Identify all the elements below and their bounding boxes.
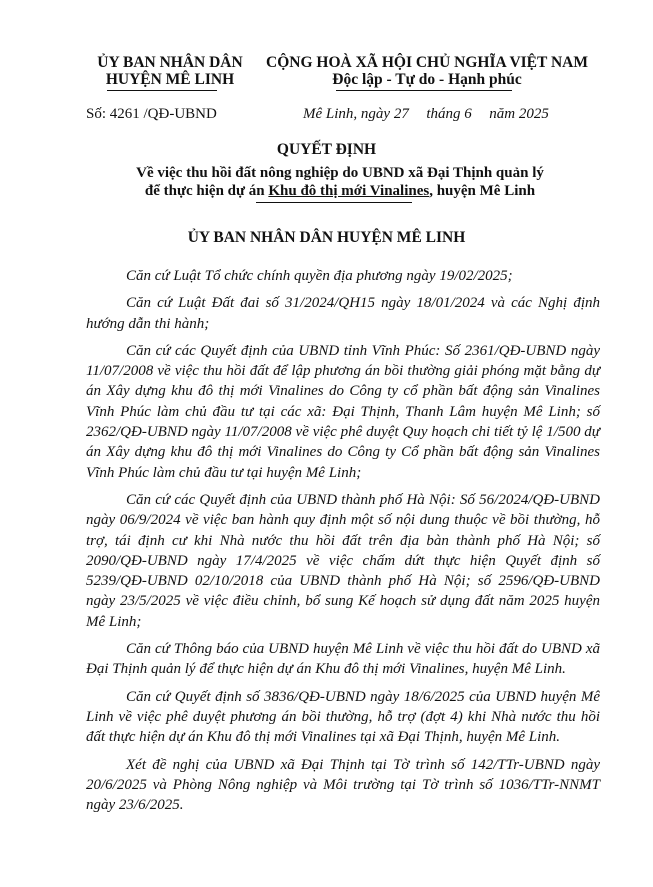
subject-line-2-prefix: để thực hiện dự án [144,183,269,199]
basis-paragraph: Căn cứ Quyết định số 3836/QĐ-UBND ngày 18/6/2025 của UBND huyện Mê Linh về việc phê duyệt phương án bồi thường, hỗ trợ (đợt 4) khi Nhà nước thu hồi đất thực hiện dự án Khu đô thị mới Vinalines tại xã Đại Thịnh, huyện Mê Linh. [86,688,600,746]
national-header [262,54,592,88]
basis-paragraph: Căn cứ các Quyết định của UBND tỉnh Vĩnh Phúc: Số 2361/QĐ-UBND ngày 11/07/2008 về việc thu hồi đất để lập phương án bồi thường giải phóng mặt bằng dự án Xây dựng khu đô thị mới Vinalines do Công ty cổ phần bất động sản Vinalines Vĩnh Phúc làm chủ đầu tư tại các xã: Đại Thịnh, Thanh Lâm huyện Mê Linh; số 2362/QĐ-UBND ngày 11/07/2008 về việc phê duyệt Quy hoạch chi tiết tỷ lệ 1/500 dự án Xây dựng khu đô thị mới Vinalines do Công ty Cổ phần bất động sản Vinalines Vĩnh Phúc làm chủ đầu tư tại huyện Mê Linh; [86,342,600,481]
issuing-authority-heading: ỦY BAN NHÂN DÂN HUYỆN MÊ LINH [187,229,466,246]
date-month-word: tháng [426,106,461,122]
agency-line-2: HUYỆN MÊ LINH [105,71,235,88]
document-title: QUYẾT ĐỊNH [276,141,377,158]
date-day: 27 [393,106,409,122]
motto-underline [336,90,512,91]
agency-line-1: ỦY BAN NHÂN DÂN [97,54,243,71]
subject-line-2-suffix: , huyện Mê Linh [429,183,536,199]
legal-basis [86,266,600,822]
subject-divider [256,202,412,203]
basis-paragraph: Căn cứ Luật Đất đai số 31/2024/QH15 ngày 18/01/2024 và các Nghị định hướng dẫn thi hành; [86,295,600,332]
date-year: năm 2025 [489,106,549,122]
basis-paragraph: Căn cứ các Quyết định của UBND thành phố Hà Nội: Số 56/2024/QĐ-UBND ngày 06/9/2024 về việc ban hành quy định một số nội dung thuộc về bồi thường, hỗ trợ, tái định cư khi Nhà nước thu hồi đất trên địa bàn thành phố Hà Nội; số 2090/QĐ-UBND ngày 17/4/2025 về việc chấm dứt thực hiện Quyết định số 5239/QĐ-UBND 02/10/2018 của UBND thành phố Hà Nội; số 2596/QĐ-UBND ngày 23/5/2025 về việc điều chỉnh, bổ sung Kế hoạch sử dụng đất năm 2025 huyện Mê Linh; [86,491,600,630]
date-month: 6 [464,106,472,122]
basis-paragraph: Căn cứ Thông báo của UBND huyện Mê Linh về việc thu hồi đất do UBND xã Đại Thịnh quản lý để thực hiện dự án Khu đô thị mới Vinalines, huyện Mê Linh. [86,641,600,678]
basis-paragraph: Căn cứ Luật Tổ chức chính quyền địa phương ngày 19/02/2025; [126,268,513,284]
document-subject [80,164,600,200]
date-place: Mê Linh, ngày [303,106,391,122]
document-date [303,106,549,123]
agency-underline [107,90,217,91]
subject-project-name: Khu đô thị mới Vinalines [268,183,430,199]
basis-paragraph: Xét đề nghị của UBND xã Đại Thịnh tại Tờ trình số 142/TTr-UBND ngày 20/6/2025 và Phòng Nông nghiệp và Môi trường tại Tờ trình số 1036/TTr-NNMT ngày 23/6/2025. [86,756,600,814]
issuing-agency [80,54,260,88]
document-number: Số: 4261 /QĐ-UBND [86,106,217,122]
subject-line-1: Về việc thu hồi đất nông nghiệp do UBND xã Đại Thịnh quản lý [136,165,544,181]
national-motto: Độc lập - Tự do - Hạnh phúc [332,71,522,88]
subject-line-2 [80,182,600,200]
country-name: CỘNG HOÀ XÃ HỘI CHỦ NGHĨA VIỆT NAM [266,54,588,71]
